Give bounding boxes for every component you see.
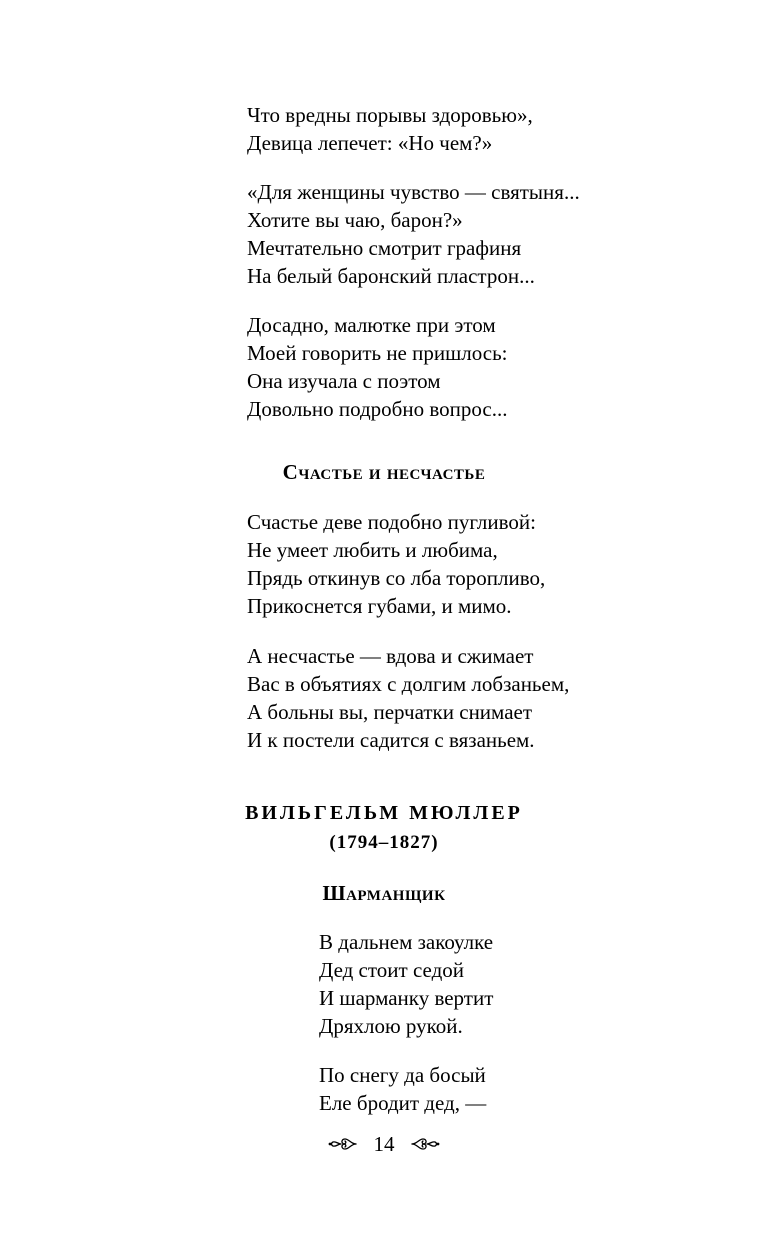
verse-line: «Для женщины чувство — святыня...: [247, 180, 580, 204]
verse-line: Прикоснется губами, и мимо.: [247, 594, 512, 618]
author-name: ВИЛЬГЕЛЬМ МЮЛЛЕР: [245, 802, 523, 824]
verse-line: Мечтательно смотрит графиня: [247, 236, 522, 260]
verse-line: На белый баронский пластрон...: [247, 264, 535, 288]
verse-line: И к постели садится с вязаньем.: [247, 728, 535, 752]
verse-line: Не умеет любить и любима,: [247, 538, 498, 562]
verse-line: Она изучала с поэтом: [247, 369, 441, 393]
verse-line: Вас в объятиях с долгим лобзаньем,: [247, 672, 570, 696]
poem-title: Счастье и несчастье: [282, 460, 486, 484]
page-footer: [0, 1128, 768, 1158]
verse-line: По снегу да босый: [319, 1063, 486, 1087]
verse-line: Еле бродит дед, —: [319, 1091, 487, 1115]
ornament-right-icon: [410, 1135, 440, 1153]
verse-line: Что вредны порывы здоровью»,: [247, 103, 533, 127]
verse-line: А несчастье — вдова и сжимает: [247, 644, 534, 668]
verse-line: Дед стоит седой: [319, 958, 464, 982]
verse-line: В дальнем закоулке: [319, 930, 494, 954]
poem-title: Шарманщик: [322, 881, 446, 905]
verse-line: Хотите вы чаю, барон?»: [247, 208, 463, 232]
verse-line: Моей говорить не пришлось:: [247, 341, 508, 365]
verse-line: Досадно, малютке при этом: [247, 313, 496, 337]
page-number: 14: [373, 1132, 395, 1157]
ornament-left-icon: [328, 1135, 358, 1153]
verse-line: Счастье деве подобно пугливой:: [247, 510, 536, 534]
verse-line: Прядь откинув со лба торопливо,: [247, 566, 546, 590]
verse-line: Довольно подробно вопрос...: [247, 397, 508, 421]
author-years: (1794–1827): [329, 832, 439, 853]
verse-line: Девица лепечет: «Но чем?»: [247, 131, 493, 155]
verse-line: И шарманку вертит: [319, 986, 494, 1010]
verse-line: Дряхлою рукой.: [319, 1014, 463, 1038]
verse-line: А больны вы, перчатки снимает: [247, 700, 533, 724]
